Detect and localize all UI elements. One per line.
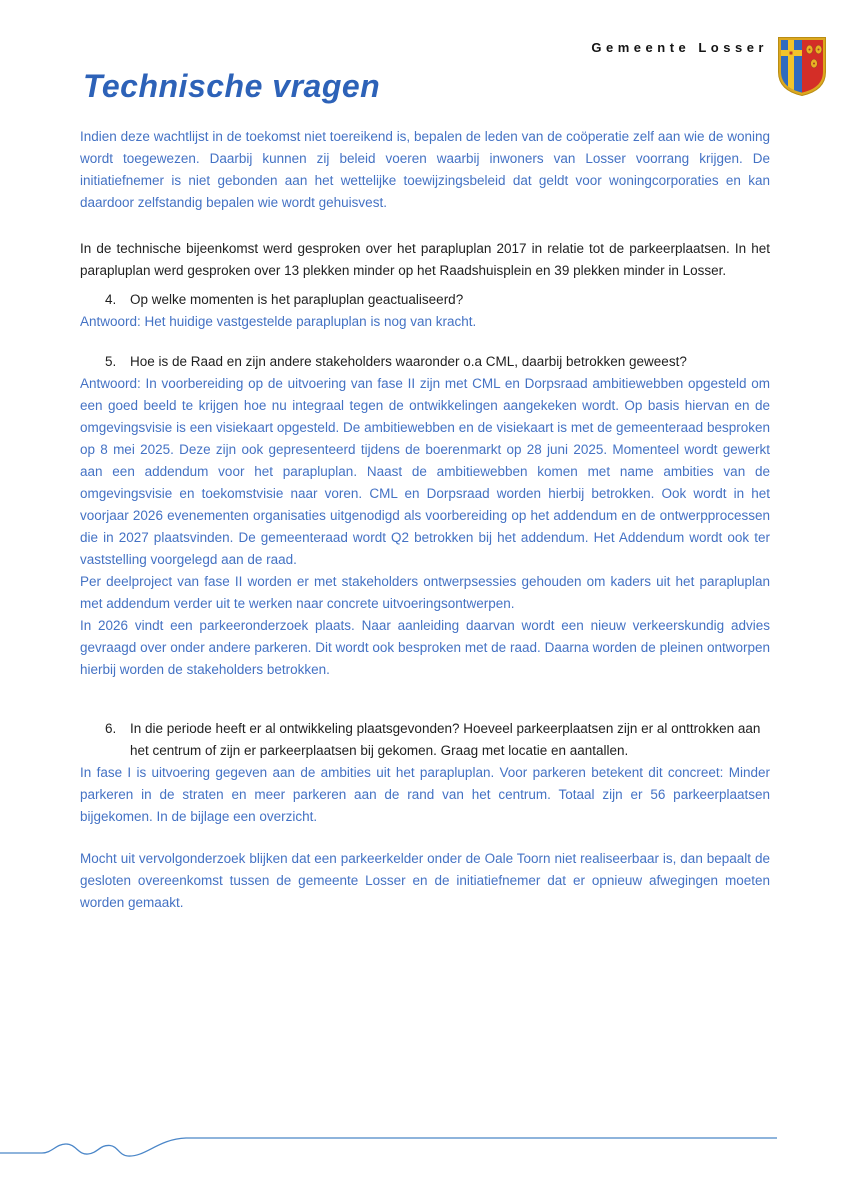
page-title: Technische vragen [83,68,381,104]
question-item-6 [80,718,770,762]
question-text: In die periode heeft er al ontwikkeling plaatsgevonden? Hoeveel parkeerplaatsen zijn er al onttrokken aan het centrum of zijn er parkeerplaatsen bij gekomen. Graag met locatie en aantallen. [130,721,761,758]
intro-paragraph: Indien deze wachtlijst in de toekomst niet toereikend is, bepalen de leden van de coöperatie zelf aan wie de woning wordt toegewezen. Daarbij kunnen zij beleid voeren waarbij inwoners van Losser voorrang krijgen. De initiatiefnemer is niet gebonden aan het wettelijke toewijzingsbeleid dat geldt voor woningcorporaties en kan daardoor zelfstandig bepalen wie wordt gehuisvest. [80,129,770,210]
question-item-4 [80,289,770,311]
question-text: Hoe is de Raad en zijn andere stakeholders waaronder o.a CML, daarbij betrokken geweest? [130,354,687,369]
question-number: 6. [105,721,117,736]
answer-5-paragraph-3: In 2026 vindt een parkeeronderzoek plaats. Naar aanleiding daarvan wordt een nieuw verkeerskundig advies gevraagd over onder andere parkeren. Dit wordt ook besproken met de raad. Daarna worden de pleinen ontworpen hierbij worden de stakeholders betrokken. [80,618,770,677]
question-text: Op welke momenten is het parapluplan geactualiseerd? [130,292,464,307]
answer-6: In fase I is uitvoering gegeven aan de ambities uit het parapluplan. Voor parkeren betekent dit concreet: Minder parkeren in de straten en meer parkeren aan de rand van het centrum. Totaal zijn er 56 parkeerplaatsen bijgekomen. In de bijlage een overzicht. [80,765,770,824]
question-number: 5. [105,354,117,369]
footer-wave-line [0,1123,849,1163]
answer-5-paragraph-2: Per deelproject van fase II worden er met stakeholders ontwerpsessies gehouden om kaders uit het parapluplan met addendum verder uit te werken naar concrete uitvoeringsontwerpen. [80,574,770,611]
document-body [80,126,770,914]
org-name: Gemeente Losser [591,40,768,55]
coat-of-arms-icon [777,36,827,97]
question-item-5 [80,351,770,373]
answer-4: Antwoord: Het huidige vastgestelde parapluplan is nog van kracht. [80,314,477,329]
closing-paragraph: Mocht uit vervolgonderzoek blijken dat een parkeerkelder onder de Oale Toorn niet realiseerbaar is, dan bepaalt de gesloten overeenkomst tussen de gemeente Losser en de initiatiefnemer dat er opnieuw afwegingen moeten worden gemaakt. [80,851,770,910]
context-paragraph: In de technische bijeenkomst werd gesproken over het parapluplan 2017 in relatie tot de parkeerplaatsen. In het parapluplan werd gesproken over 13 plekken minder op het Raadshuisplein en 39 plekken minder in Losser. [80,241,770,278]
answer-5-paragraph-1: Antwoord: In voorbereiding op de uitvoering van fase II zijn met CML en Dorpsraad ambitiewebben opgesteld om een goed beeld te krijgen hoe nu integraal tegen de ontwikkelingen aangekeken wordt. Op basis hiervan en de omgevingsvisie is een visiekaart opgesteld. De ambitiewebben en de visiekaart is met de gemeenteraad besproken op 8 mei 2025. Deze zijn ook gepresenteerd tijdens de boerenmarkt op 28 juni 2025. Momenteel wordt gewerkt aan een addendum voor het parapluplan. Naast de ambitiewebben komen met name ambities van de omgevingsvisie en toekomstvisie naar voren. CML en Dorpsraad worden hierbij betrokken. Ook wordt in het voorjaar 2026 evenementen organisaties uitgenodigd als voorbereiding op het addendum en de ontwerpprocessen die in 2027 plaatsvinden. De gemeenteraad wordt Q2 betrokken bij het addendum. Het Addendum wordt ook ter vaststelling voorgelegd aan de raad. [80,376,770,567]
question-number: 4. [105,292,117,307]
page-header [591,36,827,97]
